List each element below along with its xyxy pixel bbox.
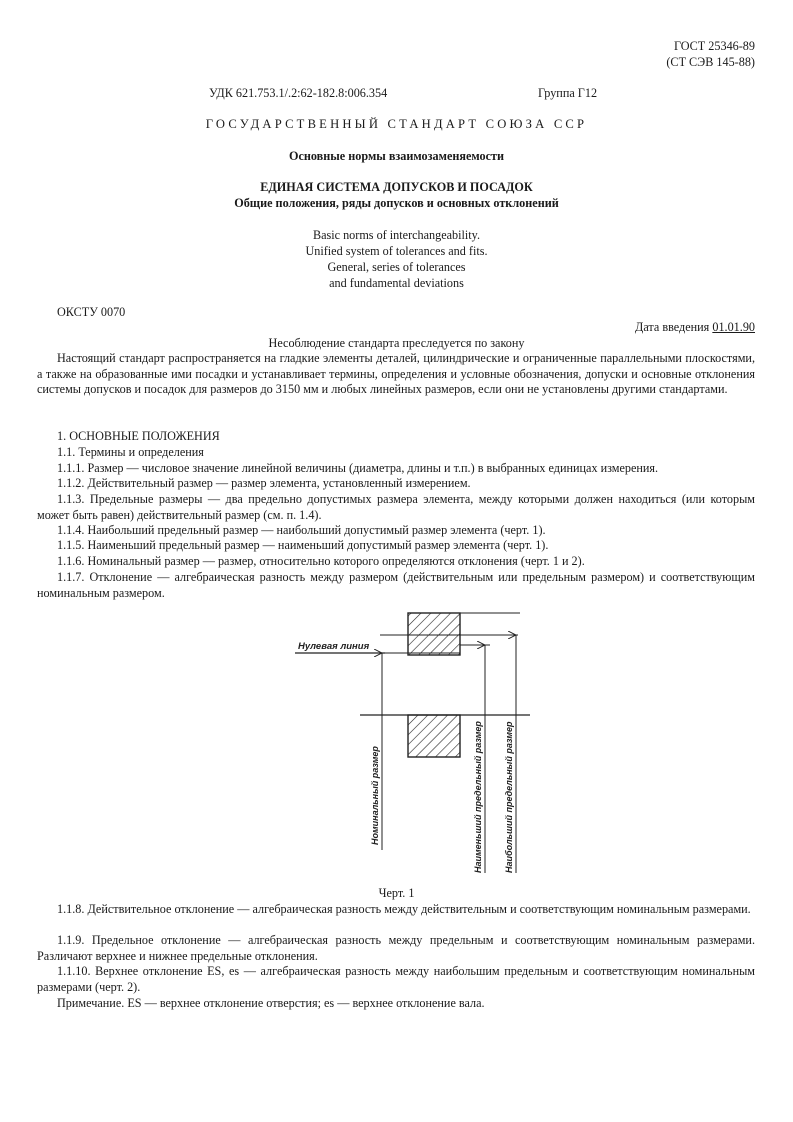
intro-date-label: Дата введения: [635, 320, 710, 334]
english-title-line: Unified system of tolerances and fits.: [305, 244, 488, 258]
standard-designation: [500, 38, 755, 70]
intro-date-line: [500, 320, 755, 335]
max-limit-label: Наибольший предельный размер: [504, 721, 514, 873]
clause-1-1-3: 1.1.3. Предельные размеры — два предельно допустимых размера элемента, между которыми должен находиться (или которым может быть равен) действительный размер (см. п. 1.4).: [37, 492, 755, 522]
clause-1-1-4: 1.1.4. Наибольший предельный размер — наибольший допустимый размер элемента (черт. 1).: [57, 523, 546, 537]
scope-paragraph: Настоящий стандарт распространяется на гладкие элементы деталей, цилиндрические и ограниченные параллельными плоскостями, а также на образованные ими посадки и устанавливает термины, определения и условные обозначения, допуски и основные отклонения системы допусков и посадок для размеров до 3150 мм и любых линейных размеров, если они не установлены другими стандартами.: [37, 351, 755, 397]
clause-1-1-6: 1.1.6. Номинальный размер — размер, относительно которого определяются отклонения (черт. 1 и 2).: [57, 554, 585, 568]
lower-hatched-block: [408, 715, 460, 757]
cev-number: (СТ СЭВ 145-88): [666, 55, 755, 69]
clause-1-1-8: 1.1.8. Действительное отклонение — алгебраическая разность между действительным и соответствующим номинальным размерами.: [57, 902, 751, 916]
intro-date-value: 01.01.90: [712, 320, 755, 334]
english-title: [0, 227, 793, 291]
basic-norms-heading: Основные нормы взаимозаменяемости: [288, 149, 505, 163]
clause-1-1-7: 1.1.7. Отклонение — алгебраическая разность между размером (действительным или предельным размером) и соответствующим номинальным размером.: [37, 570, 755, 600]
okstu-code: ОКСТУ 0070: [57, 305, 126, 319]
section-heading: 1. ОСНОВНЫЕ ПОЛОЖЕНИЯ: [57, 429, 220, 443]
subsection-heading: 1.1. Термины и определения: [57, 445, 204, 459]
min-limit-label: Наименьший предельный размер: [473, 721, 483, 873]
note: Примечание. ES — верхнее отклонение отверстия; es — верхнее отклонение вала.: [57, 996, 485, 1010]
english-title-line: General, series of tolerances: [327, 260, 466, 274]
figure-1-diagram: [290, 605, 535, 880]
clause-1-1-10: 1.1.10. Верхнее отклонение ES, es — алгебраическая разность между наибольшим предельным и соответствующим номинальным размерами (черт. 2).: [37, 964, 755, 994]
law-notice: Несоблюдение стандарта преследуется по закону: [268, 336, 525, 350]
nominal-size-label: Номинальный размер: [370, 746, 380, 845]
clause-1-1-1: 1.1.1. Размер — числовое значение линейной величины (диаметра, длины и т.п.) в выбранных единицах измерения.: [57, 461, 659, 475]
standard-number: ГОСТ 25346-89: [673, 39, 755, 53]
english-title-line: and fundamental deviations: [329, 276, 464, 290]
udk-code: УДК 621.753.1/.2:62-182.8:006.354: [209, 86, 388, 100]
zero-line-label: Нулевая линия: [298, 641, 370, 652]
figure-caption: Черт. 1: [378, 886, 415, 900]
clause-1-1-2: 1.1.2. Действительный размер — размер элемента, установленный измерением.: [57, 476, 471, 490]
english-title-line: Basic norms of interchangeability.: [312, 228, 481, 242]
subtitle: Общие положения, ряды допусков и основных отклонений: [234, 196, 559, 210]
group-code: Группа Г12: [538, 86, 598, 100]
state-standard-heading: ГОСУДАРСТВЕННЫЙ СТАНДАРТ СОЮЗА ССР: [205, 117, 588, 131]
clause-1-1-9: 1.1.9. Предельное отклонение — алгебраическая разность между предельным и соответствующим номинальным размерами. Различают верхнее и нижнее предельные отклонения.: [37, 933, 755, 963]
upper-hatched-block: [408, 613, 460, 655]
main-title: ЕДИНАЯ СИСТЕМА ДОПУСКОВ И ПОСАДОК: [260, 180, 533, 194]
clause-1-1-5: 1.1.5. Наименьший предельный размер — наименьший допустимый размер элемента (черт. 1).: [57, 538, 549, 552]
